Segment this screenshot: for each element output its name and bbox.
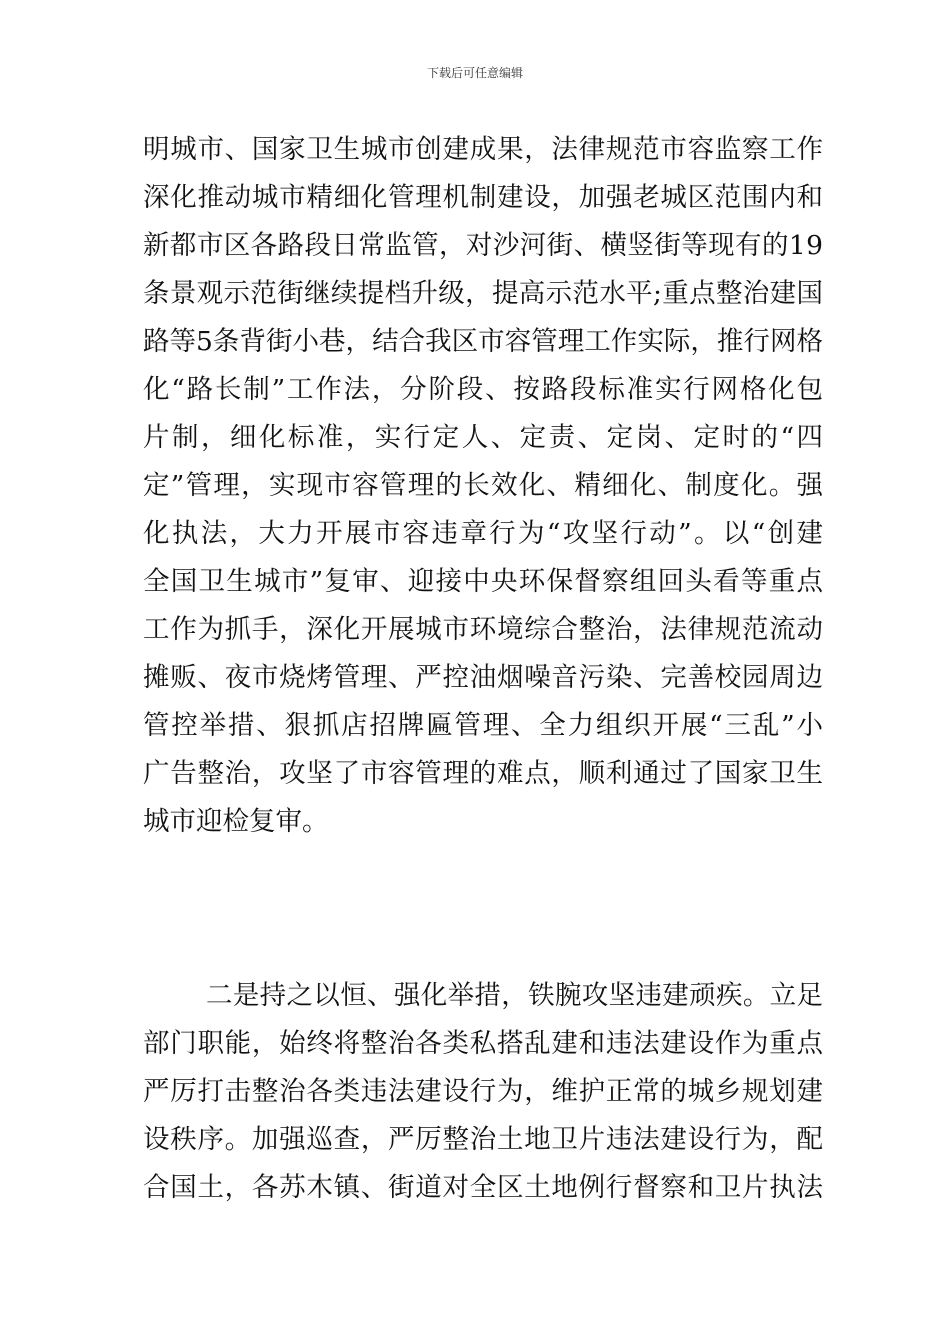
text-line: 明城市、国家卫生城市创建成果，法律规范市容监察工作 [143, 134, 824, 165]
text-line: 深化推动城市精细化管理机制建设，加强老城区范围内和 [143, 182, 824, 213]
text-line: 广告整治，攻坚了市容管理的难点，顺利通过了国家卫生 [143, 758, 824, 789]
text-line: 合国土，各苏木镇、街道对全区土地例行督察和卫片执法 [143, 1172, 824, 1203]
text-line: 严厉打击整治各类违法建设行为，维护正常的城乡规划建 [143, 1076, 824, 1107]
text-line: 工作为抓手，深化开展城市环境综合整治，法律规范流动 [143, 614, 824, 645]
page-header: 下载后可任意编辑 [426, 66, 523, 80]
text-line: 全国卫生城市”复审、迎接中央环保督察组回头看等重点 [143, 566, 825, 597]
text-line: 部门职能，始终将整治各类私搭乱建和违法建设作为重点 [143, 1028, 824, 1059]
text-line: 化“路长制”工作法，分阶段、按路段标准实行网格化包 [143, 374, 825, 405]
text-line: 管控举措、狠抓店招牌匾管理、全力组织开展“三乱”小 [143, 710, 825, 741]
text-line: 化执法，大力开展市容违章行为“攻坚行动”。以“创建 [143, 518, 826, 549]
text-line: 条景观示范街继续提档升级，提高示范水平;重点整治建国 [143, 278, 824, 309]
text-line: 城市迎检复审。 [143, 806, 329, 837]
text-line: 摊贩、夜市烧烤管理、严控油烟噪音污染、完善校园周边 [143, 662, 824, 693]
text-line: 二是持之以恒、强化举措，铁腕攻坚违建顽疾。立足 [206, 980, 824, 1011]
text-line: 片制，细化标准，实行定人、定责、定岗、定时的“四 [143, 422, 826, 453]
text-line: 路等5条背街小巷，结合我区市容管理工作实际，推行网格 [143, 326, 824, 357]
text-line: 新都市区各路段日常监管，对沙河街、横竖街等现有的19 [143, 230, 824, 261]
text-line: 定”管理，实现市容管理的长效化、精细化、制度化。强 [143, 470, 825, 501]
text-line: 设秩序。加强巡查，严厉整治土地卫片违法建设行为，配 [143, 1124, 824, 1155]
